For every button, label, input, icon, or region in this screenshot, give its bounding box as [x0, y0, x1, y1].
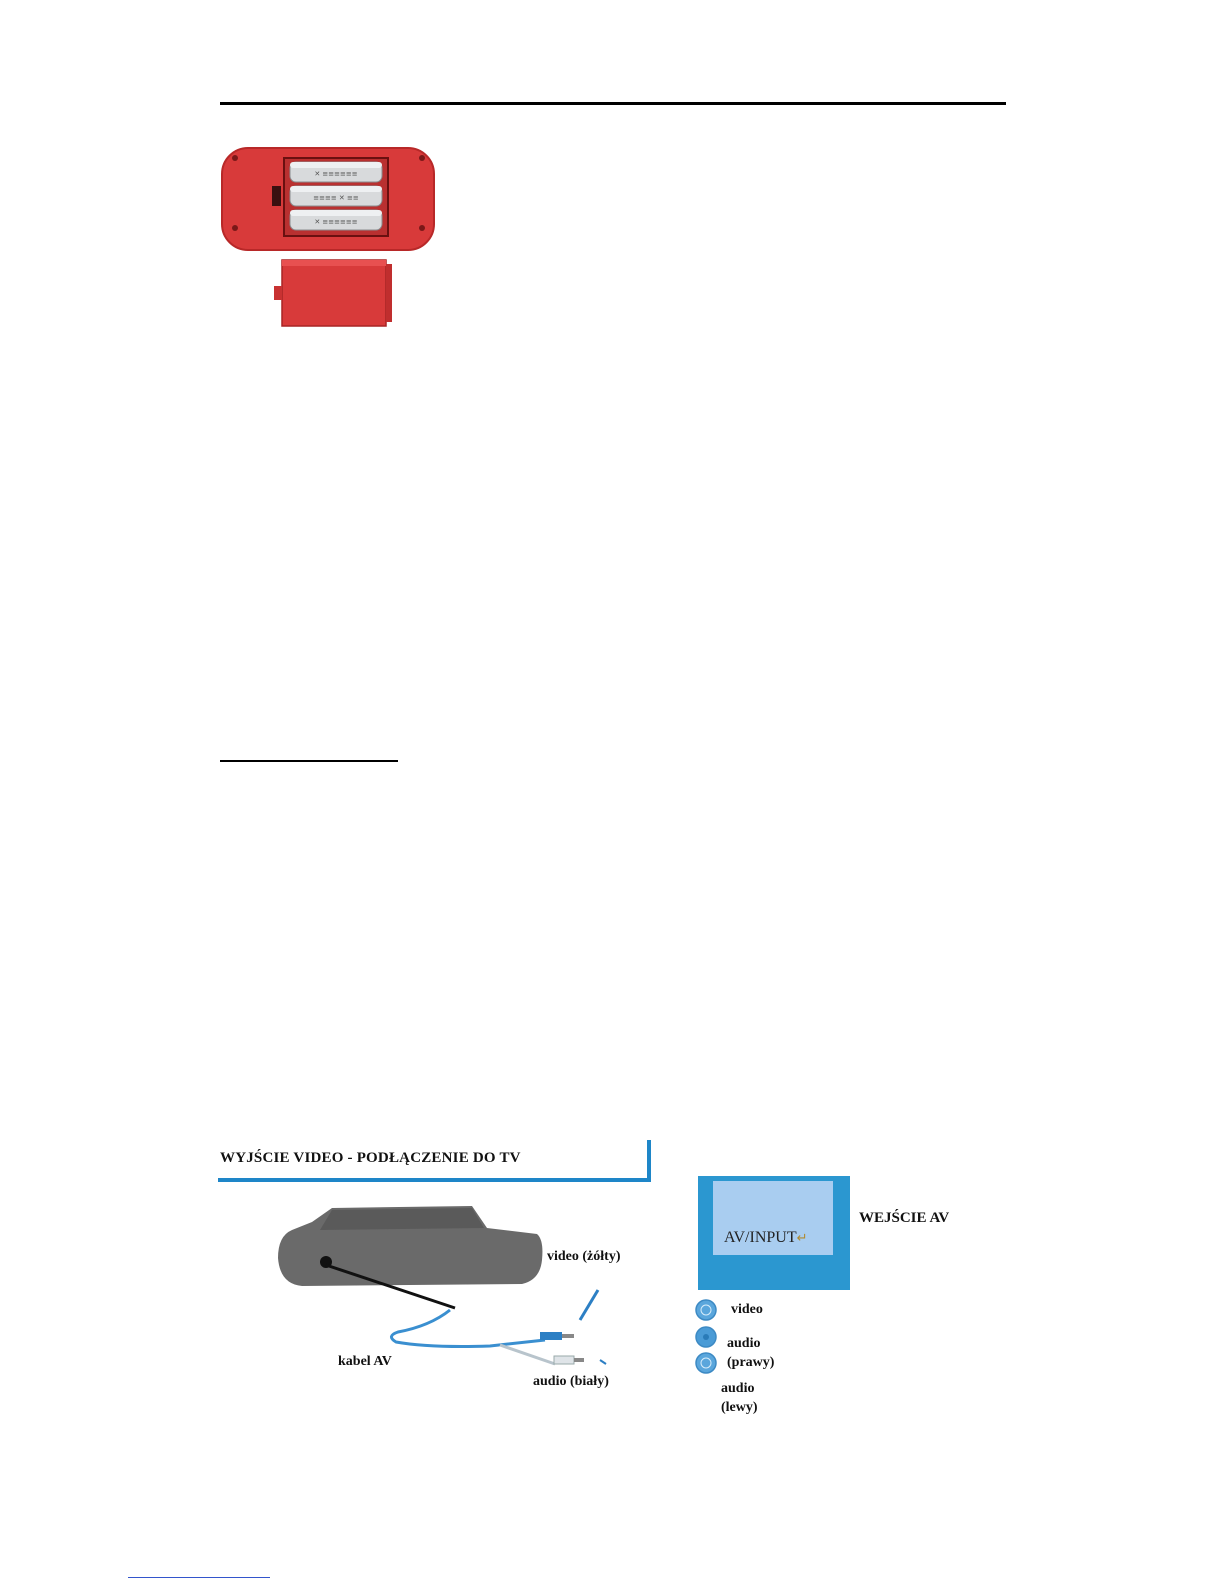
audio-plug [554, 1356, 574, 1364]
header-rule [220, 102, 1006, 105]
port-label-left: (lewy) [721, 1400, 758, 1415]
screw-hole [419, 155, 425, 161]
footer-rule [128, 1577, 270, 1578]
screw-hole [232, 155, 238, 161]
label-av-input: WEJŚCIE AV [859, 1210, 950, 1226]
battery-2 [290, 186, 382, 206]
tv-screen-text: AV/INPUT [724, 1229, 797, 1246]
port-video-icon [696, 1300, 716, 1320]
port-audio-right-icon [696, 1327, 716, 1347]
screw-hole [419, 225, 425, 231]
return-icon: ↵ [796, 1230, 808, 1245]
screw-hole [232, 225, 238, 231]
port-label-audio-left: audio [721, 1381, 755, 1396]
svg-text:✕ ≡≡≡≡≡≡: ✕ ≡≡≡≡≡≡ [314, 218, 358, 226]
tv-screen-label [724, 1229, 808, 1247]
port-label-video: video [731, 1302, 763, 1317]
label-video-yellow: video (żółty) [547, 1249, 621, 1264]
battery-3 [290, 210, 382, 230]
latch-slot [272, 186, 281, 206]
battery-cover [274, 260, 392, 326]
label-audio-white: audio (biały) [533, 1374, 609, 1389]
battery-1 [290, 162, 382, 182]
port-audio-left-icon [696, 1353, 716, 1373]
svg-text:≡≡≡≡ ✕ ≡≡: ≡≡≡≡ ✕ ≡≡ [313, 194, 359, 202]
title-bracket [218, 1140, 658, 1185]
svg-text:✕ ≡≡≡≡≡≡: ✕ ≡≡≡≡≡≡ [314, 170, 358, 178]
input-ports [693, 1297, 723, 1377]
av-cable-image [300, 1250, 630, 1370]
label-av-cable: kabel AV [338, 1354, 392, 1369]
video-plug [540, 1332, 562, 1340]
diagram-title: WYJŚCIE VIDEO - PODŁĄCZENIE DO TV [220, 1150, 521, 1166]
port-label-audio-right: audio [727, 1336, 761, 1351]
battery-compartment-image [218, 140, 443, 335]
port-label-right: (prawy) [727, 1355, 775, 1370]
section-underline [220, 760, 398, 762]
